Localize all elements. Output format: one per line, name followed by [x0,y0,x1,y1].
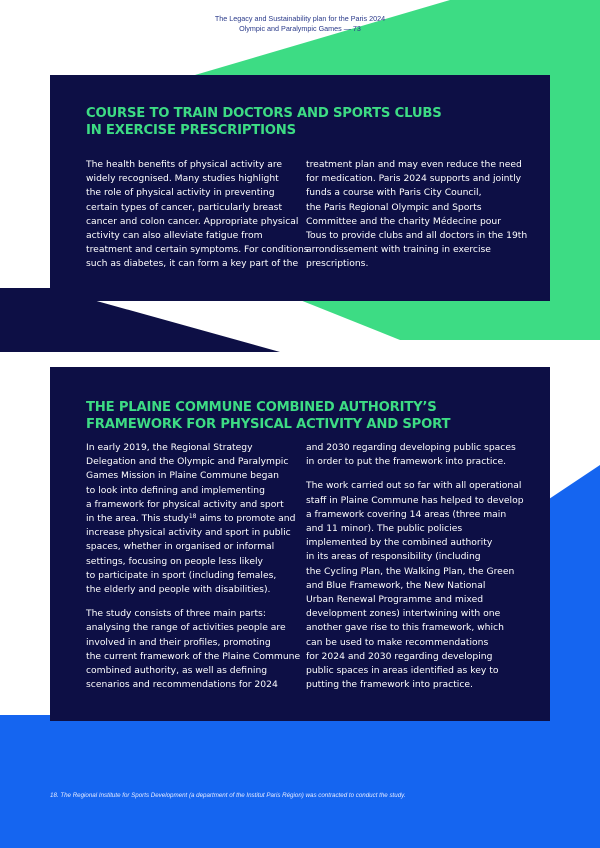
text-line: the current framework of the Plaine Commune [86,650,301,662]
text-line: The study consists of three main parts: [86,608,266,620]
text-line: Tous to provide clubs and all doctors in the 19th [306,230,528,242]
header-line-2: Olympic and Paralympic Games — 73 [239,23,361,33]
text-line: for 2024 and 2030 regarding developing [306,650,493,662]
header-line-1: The Legacy and Sustainability plan for the Paris 2024 [214,14,386,23]
text-line: and 11 minor). The public policies [306,523,463,535]
text-line: and 2030 regarding developing public spaces [306,442,516,453]
page-header [0,14,600,33]
text-line: Committee and the charity Médecine pour [306,215,502,227]
text-line: in order to put the framework into practice. [306,456,507,468]
text-line: settings, focusing on people less likely [86,555,263,567]
text-line: Urban Renewal Programme and mixed [306,594,484,606]
text-line: prescriptions. [306,258,369,270]
text-line: funds a course with Paris City Council, [306,187,482,199]
text-line: The work carried out so far with all operational [306,480,522,492]
text-line: staff in Plaine Commune has helped to develop [306,494,524,506]
text-line: combined authority, as well as defining [86,665,268,677]
text-line: increase physical activity and sport in public [86,527,291,539]
text-line: involved in and their profiles, promoting [86,636,271,648]
text-line: for medication. Paris 2024 supports and jointly [306,173,522,185]
text-line: certain types of cancer, particularly breast [86,201,283,213]
section-1-right-column [306,158,528,272]
text-segment: in the area. This study [86,513,189,525]
text-line: putting the framework into practice. [306,679,473,691]
text-line: cancer and colon cancer. Appropriate physical [86,215,299,227]
section-2-right-column [306,441,524,692]
footnote: 18. The Regional Institute for Sports Development (a department of the Institut Paris Région) was contracted to conduct the study. [50,792,406,799]
section-2-left-column [86,441,300,692]
text-segment: aims to promote and [196,513,296,525]
title-line: FRAMEWORK FOR PHYSICAL ACTIVITY AND SPORT [86,417,451,432]
text-line: can be used to make recommendations [306,636,489,648]
text-line: widely recognised. Many studies highlight [86,173,279,185]
title-line: IN EXERCISE PRESCRIPTIONS [86,123,296,138]
text-line: treatment and certain symptoms. For conditions [86,244,309,256]
section-1-title [86,105,520,139]
text-line: in its areas of responsibility (including [306,551,481,563]
text-line: treatment plan and may even reduce the need [306,159,522,170]
text-line: a framework covering 14 areas (three main [306,508,507,520]
text-line: the Paris Regional Olympic and Sports [306,201,482,213]
text-line: to look into defining and implementing [86,484,265,496]
text-line: public spaces in areas identified as key to [306,665,499,677]
text-line: In early 2019, the Regional Strategy [86,442,253,453]
text-line: the Cycling Plan, the Walking Plan, the Green [306,565,515,577]
text-line: analysing the range of activities people are [86,622,286,634]
text-line: the elderly and people with disabilities). [86,584,271,596]
title-line: THE PLAINE COMMUNE COMBINED AUTHORITY’S [86,400,437,415]
green-band [300,300,600,340]
text-line: The health benefits of physical activity are [86,159,283,170]
text-line: such as diabetes, it can form a key part of the [86,258,299,270]
text-line: implemented by the combined authority [306,537,493,549]
text-line: a framework for physical activity and sport [86,498,284,510]
text-line: scenarios and recommendations for 2024 [86,679,278,691]
title-line: COURSE TO TRAIN DOCTORS AND SPORTS CLUBS [86,106,442,121]
text-line: Games Mission in Plaine Commune began [86,470,279,482]
text-line: activity can also alleviate fatigue from [86,230,263,242]
text-line-with-reference [86,512,300,526]
exercise-prescriptions-panel [50,75,550,301]
text-line: development zones) intertwining with one [306,608,501,620]
plaine-commune-panel [50,367,550,721]
section-1-left-column [86,158,309,272]
text-line: and Blue Framework, the New National [306,579,486,591]
text-line: to participate in sport (including females, [86,569,277,581]
text-line: Delegation and the Olympic and Paralympic [86,456,289,468]
text-line: the role of physical activity in preventing [86,187,275,199]
text-line: arrondissement with training in exercise [306,244,491,256]
text-line: spaces, whether in organised or informal [86,541,275,553]
text-line: another gave rise to this framework, which [306,622,504,634]
footnote-reference: 18 [188,513,197,521]
section-2-title [86,399,520,433]
